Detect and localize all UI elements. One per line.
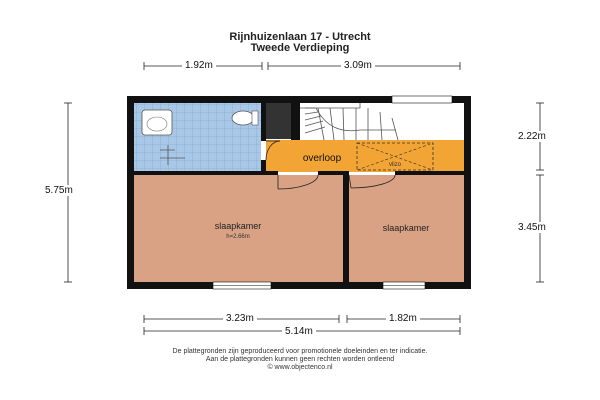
window-top (392, 96, 452, 103)
disclaimer-line-2: Aan de plattegronden kunnen geen rechten worden ontleend (205, 356, 395, 363)
bedroom-right-label: slaapkamer (382, 223, 430, 233)
disclaimer-line-1: De plattegronden zijn geproduceerd voor promotionele doeleinden en ter indicatie. (172, 348, 428, 355)
dim-bottom-left: 3.23m (223, 313, 257, 324)
dim-left-height: 5.75m (42, 185, 76, 196)
landing-label: overloop (302, 153, 342, 164)
shaft (266, 103, 291, 139)
toilet (232, 111, 254, 125)
dim-right-upper: 2.22m (515, 131, 549, 142)
bedroom-left-label: slaapkamer (214, 221, 262, 231)
dim-top-right: 3.09m (341, 60, 375, 71)
disclaimer-line-3: © www.objectenco.nl (267, 364, 333, 371)
dim-top-left: 1.92m (182, 60, 216, 71)
dim-bottom-right: 1.82m (386, 313, 420, 324)
window-bottom-left (213, 282, 271, 289)
floorplan-floor-name: Tweede Verdieping (250, 42, 350, 54)
landing-floor (266, 140, 464, 172)
dim-right-lower: 3.45m (515, 222, 549, 233)
window-bottom-right (383, 282, 425, 289)
bedroom-left-height: h=2.66m (226, 234, 250, 240)
hatch-label: vlizo (388, 162, 402, 168)
dim-bottom-total: 5.14m (282, 326, 316, 337)
floorplan-address: Rijnhuizenlaan 17 - Utrecht (229, 31, 371, 43)
